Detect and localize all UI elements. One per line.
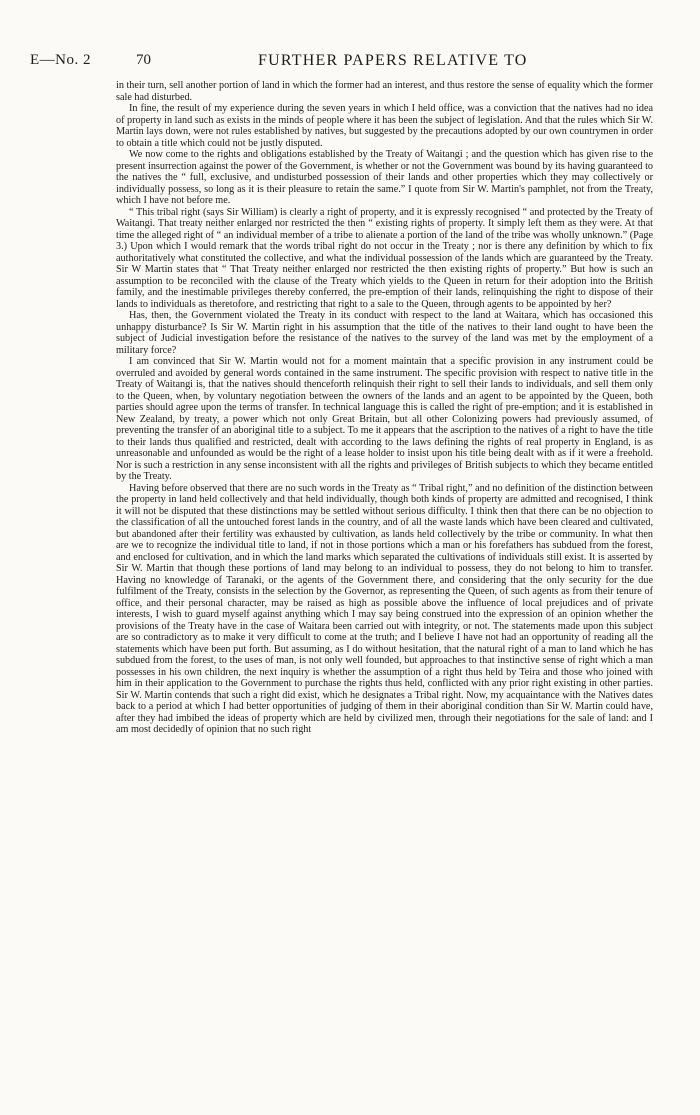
paragraph: In fine, the result of my experience during the seven years in which I held office, was a conviction that the natives had no idea of property in land such as exists in the minds of people where it has been the subject of legislation. And that the rules which Sir W. Martin lays down, were not rules established by natives, but suggested by the precautions adopted by our own countrymen in order to obtain a title which could not be justly disputed. [116, 103, 653, 149]
document-reference: E—No. 2 [30, 52, 91, 68]
paragraph: in their turn, sell another portion of land in which the former had an interest, and thus restore the sense of equality which the former sale had disturbed. [116, 80, 653, 103]
page-number: 70 [136, 52, 151, 68]
running-title: FURTHER PAPERS RELATIVE TO [258, 52, 528, 69]
paragraph: “ This tribal right (says Sir William) is clearly a right of property, and it is expressly recognised “ and protected by the Treaty of Waitangi. That treaty neither enlarged nor restricted the then “ existing rights of property. It simply left them as they were. At that time the alleged right of “ an individual member of a tribe to alienate a portion of the land of the tribe was wholly unknown.” (Page 3.) Upon which I would remark that the words tribal right do not occur in the Treaty ; nor is there any definition by which to fix authoritatively what constituted the collective, and what the individual possession of the lands which are guaranteed by the Treaty. Sir W Martin states that “ That Treaty neither enlarged nor restricted the then existing rights of property.” But how is such an assumption to be reconciled with the clause of the Treaty which yields to the Queen in return for their adoption into the British family, and the inestimable privileges thereby conferred, the pre-emption of their lands, relinquishing the right to dispose of their lands to individuals as theretofore, and restricting that right to a sale to the Queen, through agents to be appointed by her? [116, 206, 653, 310]
paragraph: Has, then, the Government violated the Treaty in its conduct with respect to the land at Waitara, which has occasioned this unhappy disturbance? Is Sir W. Martin right in his assumption that the title of the natives to their land ought to have been the subject of Judicial investigation before the resistance of the natives to the survey of the land was met by the employment of a military force? [116, 310, 653, 356]
body-text [116, 80, 653, 736]
page-header [0, 52, 700, 74]
paragraph: I am convinced that Sir W. Martin would not for a moment maintain that a specific provision in any instrument could be overruled and avoided by general words contained in the same instrument. The specific provision with respect to native title in the Treaty of Waitangi is, that the natives should thenceforth relinquish their right to sell their lands to individuals, and sell them only to the Queen, when, by voluntary negotiation between the owners of the lands and an agent to be appointed by the Queen, both parties should agree upon the terms of transfer. In technical language this is called the right of pre-emption; and it is established in New Zealand, by treaty, a power which not only Great Britain, but all other Colonizing powers had previously assumed, of preventing the transfer of an aboriginal title to a subject. To me it appears that the ascription to the natives of a right to have the title to their lands thus qualified and restricted, dealt with according to the laws defining the rights of real property in England, is as unreasonable and unfounded as would be the right of a lease holder to insist upon his title being dealt with as if it were a freehold. Nor is such a restriction in any sense inconsistent with all the rights and privileges of British subjects to which they became entitled by the Treaty. [116, 356, 653, 482]
paragraph: Having before observed that there are no such words in the Treaty as “ Tribal right,” and no definition of the distinction between the property in land held collectively and that held individually, though both kinds of property are admitted and recognised, I think it will not be disputed that these distinctions may be settled without serious difficulty. I think then that there can be no objection to the classification of all the untouched forest lands in the country, and of all the waste lands which have been cleared and cultivated, but abandoned after their fertility was exhausted by cultivation, as lands held collectively by the tribe or community. In what then are we to recognize the individual title to land, if not in those portions which a man or his forefathers has subdued from the forest, and enclosed for cultivation, and in which the land marks which separated the cultivations of individuals still exist. It is asserted by Sir W. Martin that though these portions of land may belong to an individual to possess, they do not belong to him to transfer. Having no knowledge of Taranaki, or the agents of the Government there, and considering that the only security for the due fulfilment of the Treaty, consists in the selection by the Governor, as representing the Queen, of such agents as from their tenure of office, and their personal character, may be raised as high as possible above the influence of local prejudices and of private interests, I wish to guard myself against anything which I may say being construed into the expression of an opinion whether the provisions of the Treaty have in the case of Waitara been carried out with integrity, or not. The statements made upon this subject are so contradictory as to make it very difficult to come at the truth; and I believe I have not had an opportunity of reading all the statements which have been put forth. But assuming, as I do without hesitation, that the natural right of a man to land which he has subdued from the forest, to the uses of man, is not only well founded, but approaches to that instinctive sense of right which a man possesses in his own children, the next inquiry is whether the assumption of a right thus held by Teira and those who joined with him in their application to the Government to purchase the rights thus held, conflicted with any prior right existing in other parties. Sir W. Martin contends that such a right did exist, which he designates a Tribal right. Now, my acquaintance with the Natives dates back to a period at which I had better opportunities of judging of them in their aboriginal condition than Sir W. Martin could have, after they had imbibed the ideas of property which are held by civilized men, through their negotiations for the sale of land: and I am most decidedly of opinion that no such right [116, 482, 653, 735]
paragraph: We now come to the rights and obligations established by the Treaty of Waitangi ; and the question which has given rise to the present insurrection against the power of the Government, is whether or not the Government was bound by its having guaranteed to the natives the “ full, exclusive, and undisturbed possession of their lands and other properties which they may collectively or individually possess, so long as it is their pleasure to retain the same.” I quote from Sir W. Martin's pamphlet, not from the Treaty, which I have not before me. [116, 149, 653, 206]
